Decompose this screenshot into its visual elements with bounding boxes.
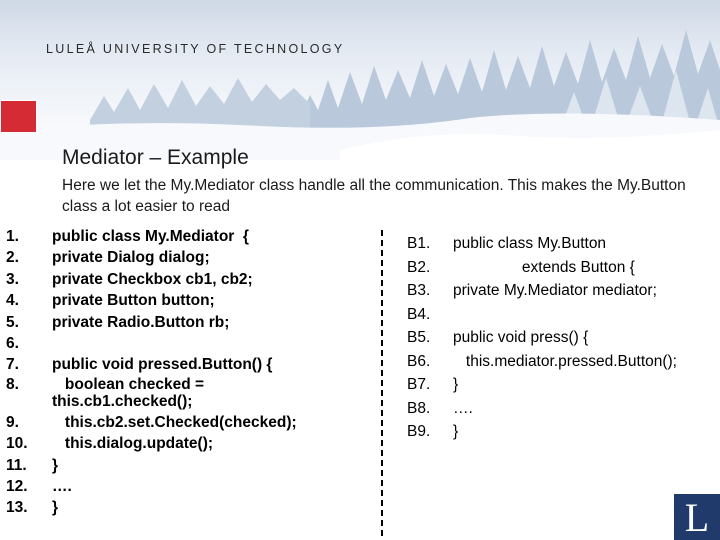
code-line [6,312,366,333]
code-text: boolean checked = this.cb1.checked(); [52,375,205,410]
code-line [6,376,366,412]
line-number: 12. [6,477,28,495]
slide-subtitle: Here we let the My.Mediator class handle all the communication. This makes the My.Button class a lot easier to read [62,177,686,215]
code-line [6,412,366,433]
line-number: 5. [6,313,19,331]
code-text: } [52,456,59,474]
code-line [6,269,366,290]
line-number: B2. [407,258,431,276]
snow-landscape-image [0,0,720,160]
code-line [6,354,366,375]
line-number: B5. [407,329,431,346]
code-text: extends Button { [453,258,635,276]
line-number: 4. [6,292,19,310]
code-line [407,350,719,374]
code-line [6,290,366,311]
line-number: 3. [6,270,19,288]
line-number: B6. [407,352,431,370]
code-text: } [52,499,59,517]
line-number: 6. [6,334,19,352]
code-text: private Dialog dialog; [52,249,210,267]
university-logo [674,494,720,540]
line-number: 1. [6,228,19,245]
code-text: } [453,376,459,393]
line-number: 9. [6,413,19,431]
code-text: public class My.Mediator { [52,228,249,245]
code-text: private Radio.Button rb; [52,313,230,331]
code-text: this.cb2.set.Checked(checked); [52,413,297,431]
code-line [407,326,719,350]
code-line [407,279,719,303]
line-number: B7. [407,376,431,393]
code-line [6,333,366,354]
button-code-block [407,232,719,444]
line-number: 13. [6,499,28,517]
code-text: private Checkbox cb1, cb2; [52,270,253,288]
line-number: 7. [6,356,19,374]
line-number: 8. [6,375,19,393]
code-text: …. [453,399,473,417]
mediator-code-block [6,226,366,519]
line-number: B3. [407,282,431,299]
code-text: public void pressed.Button() { [52,356,273,374]
header-banner [0,0,720,160]
code-text: } [453,423,459,440]
code-text: private My.Mediator mediator; [453,282,657,299]
column-divider [381,230,383,536]
code-text: …. [52,477,72,495]
logo-letter: L [684,495,710,540]
line-number: B9. [407,423,431,440]
line-number: 2. [6,249,19,267]
code-text: public class My.Button [453,235,607,252]
code-line [6,497,366,518]
code-line [407,256,719,280]
code-text: private Button button; [52,292,215,310]
line-number: 11. [6,456,27,474]
code-line [407,397,719,421]
code-line [407,303,719,327]
code-text: this.dialog.update(); [52,435,214,453]
code-line [6,247,366,268]
code-text: public void press() { [453,329,589,346]
code-line [407,232,719,256]
code-line [407,373,719,397]
slide-title: Mediator – Example [62,146,249,169]
university-name: LULEÅ UNIVERSITY OF TECHNOLOGY [46,42,345,56]
code-text: this.mediator.pressed.Button(); [453,352,677,370]
code-line [6,455,366,476]
red-accent-square [0,100,37,133]
code-line [407,420,719,444]
line-number: B4. [407,305,431,323]
line-number: B1. [407,235,431,252]
line-number: 10. [6,435,28,453]
code-line [6,433,366,454]
code-line [6,226,366,247]
line-number: B8. [407,399,431,417]
code-line [6,476,366,497]
